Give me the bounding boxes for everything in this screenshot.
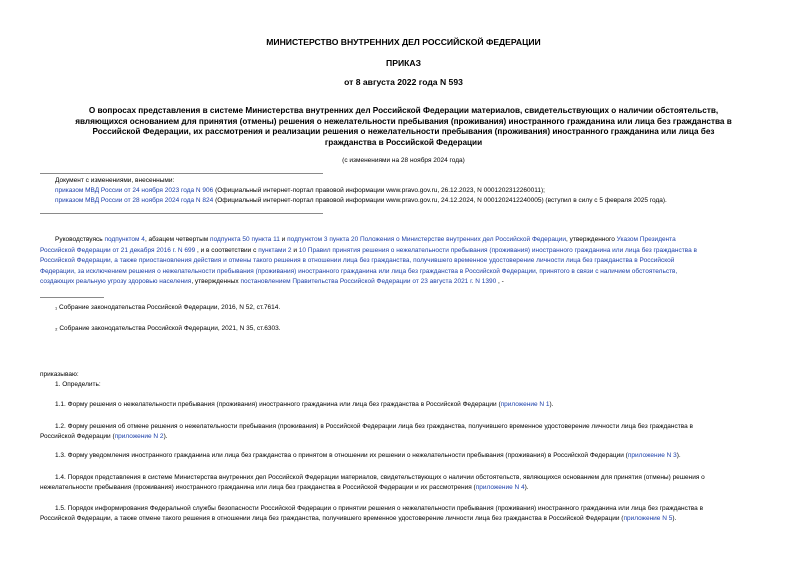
preamble-link[interactable]: Указом Президента xyxy=(616,236,676,243)
footnote-2: ₂ Собрание законодательства Российской Федерации, 2021, N 35, ст.6303. xyxy=(55,325,281,332)
title-line: О вопросах представления в системе Министерства внутренних дел Российской Федерации материалов, свидетельствующих о наличии обстоятельств, xyxy=(88,106,719,115)
title-line: Российской Федерации, их рассмотрения и реализации решения о нежелательности пребывания (проживания) иностранного гражданина или лица без xyxy=(92,127,715,137)
preamble-paragraph: Руководствуясь подпунктом 4, абзацем четвертым подпункта 50 пункта 11 и подпунктом 3 пункта 20 Положения о Министерстве внутренних дел Российской Федерации, утвержденного Указом Президента Российской Федерации от 21 декабря 2016 г. N 699 , и в соответствии с пунктами 2 и 10 Правил принятия решения о нежелательности пребывания (проживания) иностранного гражданина или лица без гражданства в Российской Федерации, а также приостановления действия и отмены такого решения в отношении лица без гражданства, получившего временное удостоверение личности лица без гражданства в Российской Федерации, за исключением решения о нежелательности пребывания (проживания) иностранного гражданина или лица без гражданства в Российской Федерации, принятого в связи с наличием обстоятельств, создающих реальную угрозу здоровью населения, утвержденных постановлением Правительства Российской Федерации от 23 августа 2021 г. N 1390 , - xyxy=(40,236,697,286)
revision-item: приказом МВД России от 24 ноября 2023 года N 906 (Официальный интернет-портал правовой информации www.pravo.gov.ru, 26.12.2023, N 0001202312260011); xyxy=(55,187,545,194)
title-line: гражданства в Российской Федерации xyxy=(324,137,483,147)
revisions-heading: Документ с изменениями, внесенными: xyxy=(55,177,175,184)
orders-word: приказываю: xyxy=(40,371,79,378)
date-number: от 8 августа 2022 года N 593 xyxy=(344,77,463,87)
preamble-link[interactable]: постановлением Правительства Российской Федерации от 23 августа 2021 г. N 1390 xyxy=(240,278,497,286)
revision-link[interactable]: приказом МВД России от 28 ноября 2024 года N 824 xyxy=(55,197,214,204)
appendix-link[interactable]: приложение N 5 xyxy=(623,515,673,522)
revisions-top-divider xyxy=(40,173,323,174)
revision-item: приказом МВД России от 28 ноября 2024 года N 824 (Официальный интернет-портал правовой информации www.pravo.gov.ru, 24.12.2024, N 0001202412240005) (вступил в силу с 5 февраля 2025 года). xyxy=(55,197,667,204)
preamble-link[interactable]: Российской Федерации от 21 декабря 2016 г. N 699 xyxy=(40,246,196,254)
appendix-link[interactable]: приложение N 4 xyxy=(475,484,525,491)
document-title xyxy=(40,106,767,148)
paragraph-1: 1. Определить: xyxy=(55,381,101,388)
appendix-link[interactable]: приложение N 2 xyxy=(114,433,164,440)
preamble-link[interactable]: пунктами 2 xyxy=(258,246,292,254)
appendix-link[interactable]: приложение N 1 xyxy=(500,401,550,408)
preamble-link[interactable]: подпункта 50 пункта 11 xyxy=(210,236,280,243)
amended-note: (с изменениями на 28 ноября 2024 года) xyxy=(342,157,465,164)
appendix-link[interactable]: приложение N 3 xyxy=(627,452,677,459)
preamble-link[interactable]: создающих реальную угрозу здоровью населения xyxy=(40,278,192,286)
paragraph-1-1: 1.1. Форму решения о нежелательности пребывания (проживания) иностранного гражданина или лица без гражданства в Российской Федерации (приложение N 1). xyxy=(55,401,554,408)
title-line: являющихся основанием для принятия (отмены) решения о нежелательности пребывания (проживания) иностранного гражданина или лица без гражданства в xyxy=(75,116,732,126)
preamble-link[interactable]: 10 Правил принятия решения о нежелательности пребывания (проживания) иностранного гражданина или лица без гражданства в xyxy=(298,246,697,254)
preamble-link[interactable]: Российской Федерации, а также приостановления действия и отмены такого решения в отношении лица без гражданства, получившего временное удостоверение личности лица без гражданства в Российской xyxy=(40,257,675,265)
footnote-divider xyxy=(40,297,104,298)
ministry-heading: МИНИСТЕРСТВО ВНУТРЕННИХ ДЕЛ РОССИЙСКОЙ ФЕДЕРАЦИИ xyxy=(266,37,541,47)
paragraph-1-5: 1.5. Порядок информирования Федеральной службы безопасности Российской Федерации о принятии решения о нежелательности пребывания (проживания) иностранного гражданина или лица без гражданства в Российской Федерации, а также отмене такого решения в отношении лица без гражданства, получившего временное удостоверение личности лица без гражданства в Российской Федерации (приложение N 5). xyxy=(40,505,704,522)
preamble-link[interactable]: подпунктом 4 xyxy=(104,236,145,243)
revisions-bottom-divider xyxy=(40,213,323,214)
paragraph-1-2: 1.2. Форму решения об отмене решения о нежелательности пребывания (проживания) в Российской Федерации лица без гражданства, получившего временное удостоверение личности лица без гражданства в Российской Федерации (приложение N 2). xyxy=(40,423,693,440)
preamble-link[interactable]: Федерации, за исключением решения о нежелательности пребывания (проживания) иностранного гражданина или лица без гражданства в Российской Федерации, принятого в связи с наличием обстоятельств, xyxy=(40,267,678,275)
doc-type-heading: ПРИКАЗ xyxy=(386,58,421,68)
preamble-link[interactable]: подпунктом 3 пункта 20 Положения о Министерстве внутренних дел Российской Федерации xyxy=(287,236,566,243)
paragraph-1-3: 1.3. Форму уведомления иностранного гражданина или лица без гражданства о принятом в отношении их решении о нежелательности пребывания (проживания) в Российской Федерации (приложение N 3). xyxy=(55,452,681,459)
paragraph-1-4: 1.4. Порядок представления в системе Министерства внутренних дел Российской Федерации материалов, свидетельствующих о наличии обстоятельств, являющихся основанием для принятия (отмены) решения о нежелательности пребывания (проживания) иностранного гражданина или лица без гражданства в Российской Федерации и их рассмотрения (приложение N 4). xyxy=(40,474,705,491)
footnote-1: ₁ Собрание законодательства Российской Федерации, 2016, N 52, ст.7614. xyxy=(55,304,281,311)
revision-link[interactable]: приказом МВД России от 24 ноября 2023 года N 906 xyxy=(55,187,214,194)
